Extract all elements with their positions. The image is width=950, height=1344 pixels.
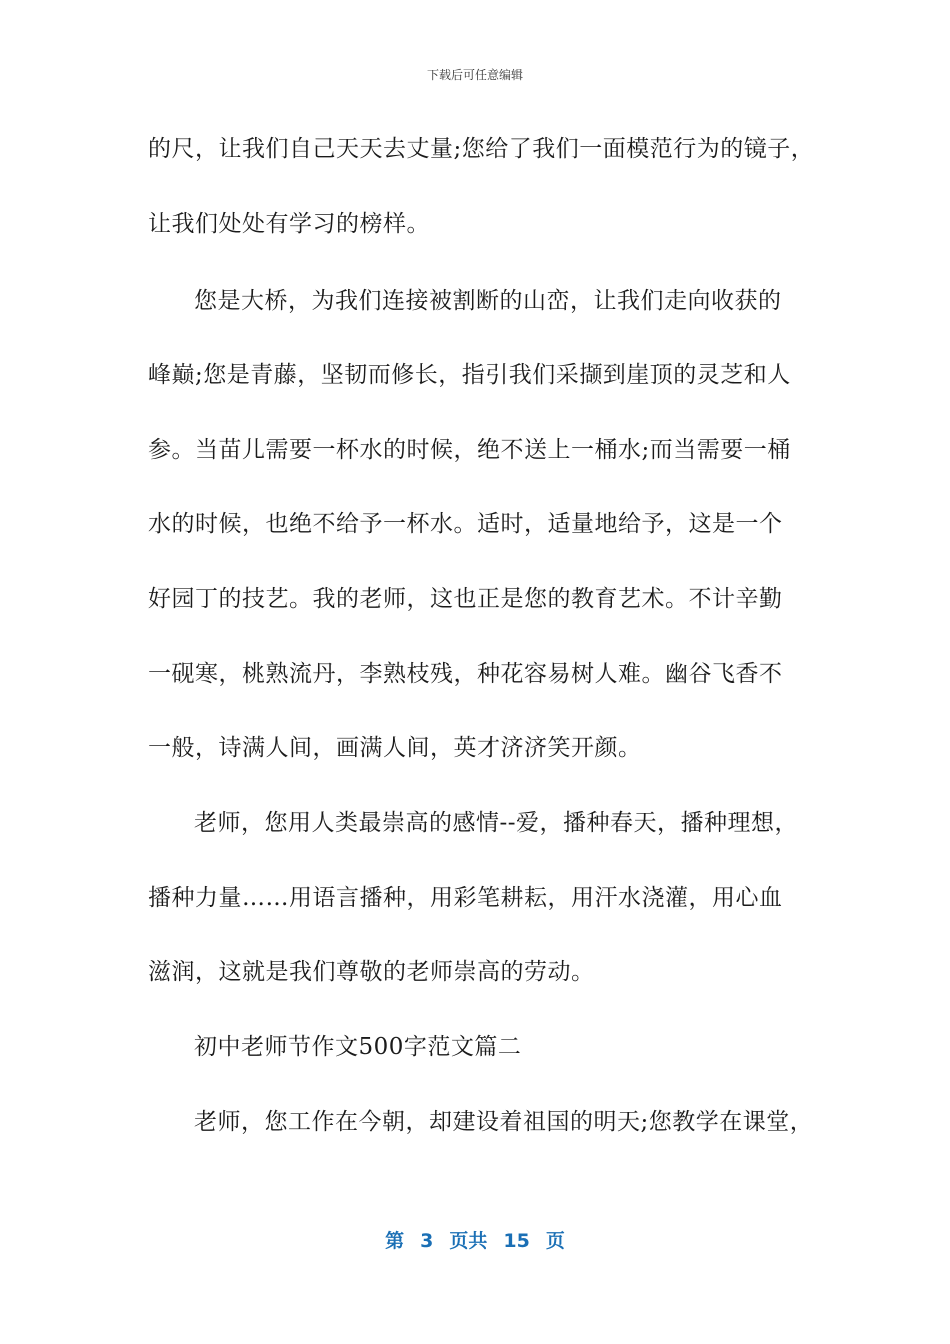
footer-label-di: 第 [385, 1230, 405, 1252]
page-footer [0, 1226, 950, 1253]
text-line: 峰巅;您是青藤，坚韧而修长，指引我们采撷到崖顶的灵芝和人 [148, 362, 791, 388]
paragraph-start: 老师，您用人类最崇高的感情--爱，播种春天，播种理想， [194, 810, 799, 836]
current-page-number: 3 [420, 1230, 434, 1252]
paragraph-start: 您是大桥，为我们连接被割断的山峦，让我们走向收获的 [194, 288, 782, 314]
paragraph-start: 老师，您工作在今朝，却建设着祖国的明天;您教学在课堂， [194, 1109, 814, 1135]
text-line: 参。当苗儿需要一杯水的时候，绝不送上一桶水;而当需要一桶 [148, 437, 791, 463]
text-line: 一砚寒，桃熟流丹，李熟枝残，种花容易树人难。幽谷飞香不 [148, 661, 783, 687]
text-line: 好园丁的技艺。我的老师，这也正是您的教育艺术。不计辛勤 [148, 586, 783, 612]
footer-label-ye-gong: 页共 [449, 1230, 488, 1252]
text-line: 滋润，这就是我们尊敬的老师崇高的劳动。 [148, 959, 595, 985]
text-line: 的尺，让我们自己天天去丈量;您给了我们一面模范行为的镜子， [148, 136, 815, 162]
download-note: 下载后可任意编辑 [426, 68, 523, 82]
text-line: 播种力量……用语言播种，用彩笔耕耘，用汗水浇灌，用心血 [148, 885, 783, 911]
section-heading: 初中老师节作文500字范文篇二 [194, 1034, 522, 1060]
total-pages-number: 15 [503, 1230, 530, 1252]
text-line: 一般，诗满人间，画满人间，英才济济笑开颜。 [148, 735, 642, 761]
footer-label-ye: 页 [545, 1230, 565, 1252]
text-line: 水的时候，也绝不给予一杯水。适时，适量地给予，这是一个 [148, 511, 783, 537]
text-line: 让我们处处有学习的榜样。 [148, 211, 430, 237]
